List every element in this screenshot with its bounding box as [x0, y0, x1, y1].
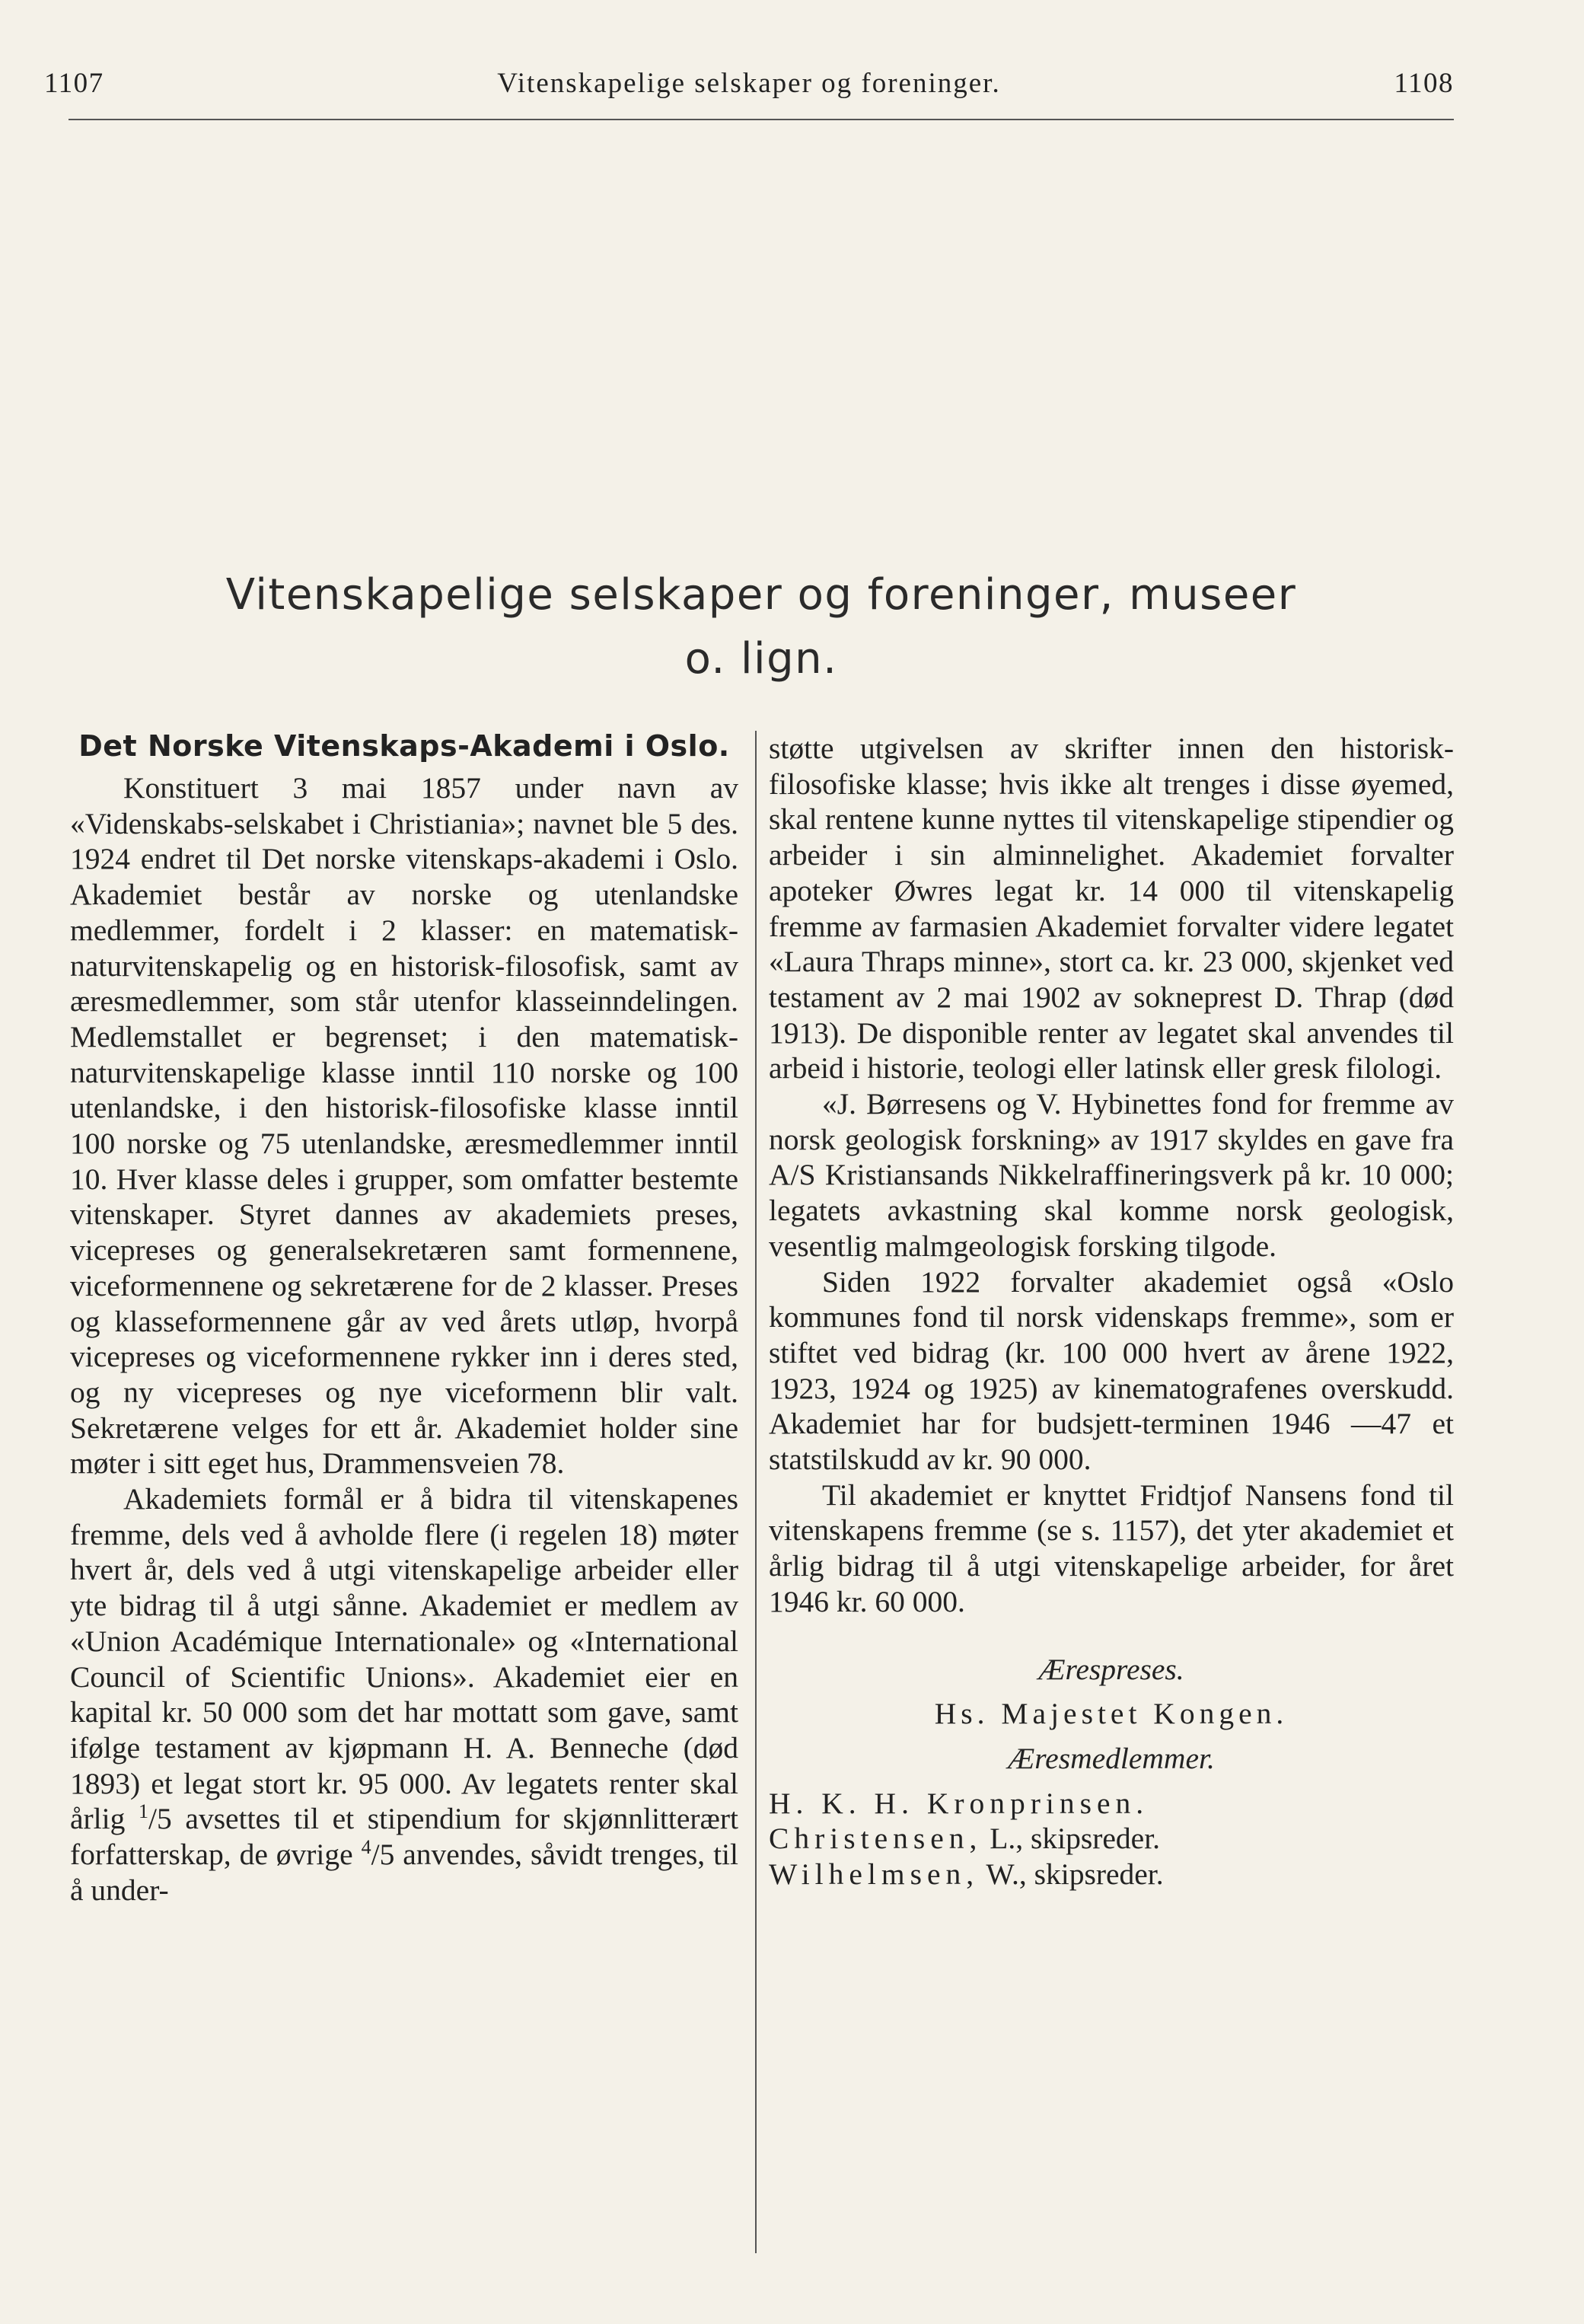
purpose-text: Akademiets formål er å bidra til vitenskapenes fremme, dels ved å avholde flere (i regelen 18) møter hvert år, dels ved å utgi vitenskapelige arbeider eller yte bidrag til å utgi sånne. Akademiet er medlem av «Union Académique Internationale» og «International Council of Scientific Unions». Akademiet eier en kapital kr. 50 000 som det har mottatt som gave, samt ifølge testament av kjøpmann H. A. Benneche (død 1893) et legat stort kr. 95 000. Av legatets renter skal årlig — [70, 1482, 738, 1836]
list-item — [769, 1821, 1454, 1857]
paragraph-nansen-fund: Til akademiet er knyttet Fridtjof Nansens fond til vitenskapens fremme (se s. 1157), det yter akademiet et årlig bidrag til å utgi vitenskapelige arbeider, for året 1946 kr. 60 000. — [769, 1478, 1454, 1618]
member-name: H. K. H. Kronprinsen. — [769, 1786, 1149, 1820]
honorary-president: Hs. Majestet Kongen. — [934, 1697, 1289, 1731]
running-head-title: Vitenskapelige selskaper og foreninger. — [497, 68, 1001, 99]
paragraph-legates: støtte utgivelsen av skrifter innen den historisk-filosofiske klasse; hvis ikke alt trenges i disse øyemed, skal rentene kunne nyttes til vitenskapelige stipendier og arbeider i sin alminnelighet. Akademiet forvalter apoteker Øwres legat kr. 14 000 til vitenskapelig fremme av farmasien Akademiet forvalter videre legatet «Laura Thraps minne», stort ca. kr. 23 000, skjenket ved testament av 2 mai 1902 av sokneprest D. Thrap (død 1913). De disponible renter av legatet skal anvendes til arbeid i historie, teologi eller latinsk eller gresk filologi. — [769, 732, 1454, 1085]
honorary-members-heading: Æresmedlemmer. — [1008, 1741, 1215, 1775]
member-name: Wilhelmsen, — [769, 1857, 980, 1892]
running-head — [44, 67, 1454, 114]
paragraph-hybinette-fund: «J. Børresens og V. Hybinettes fond for fremme av norsk geologisk forskning» av 1917 skyldes en gave fra A/S Kristiansands Nikkelraffineringsverk på kr. 10 000; legatets avkastning skal komme norsk geologisk, vesentlig malmgeologisk forsking tilgode. — [769, 1087, 1454, 1263]
section-title-line-1: Vitenskapelige selskaper og foreninger, museer — [225, 570, 1297, 620]
fraction-b-numerator: 4 — [361, 1835, 371, 1858]
paragraph-oslo-fund: Siden 1922 forvalter akademiet også «Oslo kommunes fond til norsk videnskaps fremme», som er stiftet ved bidrag (kr. 100 000 hvert av årene 1922, 1923, 1924 og 1925) av kinematografenes overskudd. Akademiet har for budsjett-terminen 1946 —47 et statstilskudd av kr. 90 000. — [769, 1264, 1454, 1477]
member-name: Christensen, — [769, 1822, 983, 1856]
page-number-left: 1107 — [44, 68, 104, 99]
purpose-text-end: anvendes, såvidt trenges, til å under- — [70, 1838, 738, 1907]
purpose-text-cont: avsettes til et stipendium for skjønnlitterært forfatterskap, de øvrige — [70, 1802, 739, 1872]
fraction-b-denominator: 5 — [379, 1838, 395, 1872]
left-column — [70, 723, 738, 1908]
fraction-a-numerator: 1 — [139, 1800, 149, 1823]
list-item — [769, 1857, 1454, 1892]
honorary-president-heading: Ærespreses. — [1038, 1652, 1184, 1686]
paragraph-purpose: Akademiets formål er å bidra til vitenskapenes fremme, dels ved å avholde flere (i regelen 18) møter hvert år, dels ved å utgi vitenskapelige arbeider eller yte bidrag til å utgi sånne. Akademiet er medlem av «Union Académique Internationale» og «International Council of Scientific Unions». Akademiet eier en kapital kr. 50 000 som det har mottatt som gave, samt ifølge testament av kjøpmann H. A. Benneche (død 1893) et legat stort kr. 95 000. Av legatets renter skal årlig $^1$/5 avsettes til et stipendium for skjønnlitterært forfatterskap, de øvrige $^4$/5 anvendes, såvidt trenges, til å under- — [70, 1482, 739, 1907]
right-column — [769, 731, 1454, 1892]
page-number-right: 1108 — [1394, 68, 1454, 99]
member-role: W., skipsreder. — [986, 1857, 1164, 1892]
header-rule — [69, 119, 1454, 120]
fraction-a-denominator: 5 — [157, 1802, 172, 1836]
member-role: L., skipsreder. — [990, 1822, 1161, 1856]
org-heading: Det Norske Vitenskaps-Akademi i Oslo. — [78, 729, 730, 763]
section-title — [114, 563, 1408, 691]
section-title-line-2: o. lign. — [684, 634, 838, 684]
list-item — [769, 1786, 1454, 1822]
paragraph-constitution: Konstituert 3 mai 1857 under navn av «Videnskabs-selskabet i Christiania»; navnet ble 5 des. 1924 endret til Det norske vitenskaps-akademi i Oslo. Akademiet består av norske og utenlandske medlemmer, fordelt i 2 klasser: en matematisk-naturvitenskapelig og en historisk-filosofisk, samt av æresmedlemmer, som står utenfor klasseinndelingen. Medlemstallet er begrenset; i den matematisk-naturvitenskapelige klasse inntil 110 norske og 100 utenlandske, i den historisk-filosofiske klasse inntil 100 norske og 75 utenlandske, æresmedlemmer inntil 10. Hver klasse deles i grupper, som omfatter bestemte vitenskaper. Styret dannes av akademiets preses, vicepreses og generalsekretæren samt formennene, viceformennene og sekretærene for de 2 klasser. Preses og klasseformennene går av ved årets utløp, hvorpå vicepreses og viceformennene rykker inn i deres sted, og ny vicepreses og nye viceformenn blir valt. Sekretærene velges for ett år. Akademiet holder sine møter i sitt eget hus, Drammensveien 78. — [70, 771, 738, 1481]
column-divider — [755, 731, 757, 2253]
member-list — [769, 1786, 1454, 1892]
